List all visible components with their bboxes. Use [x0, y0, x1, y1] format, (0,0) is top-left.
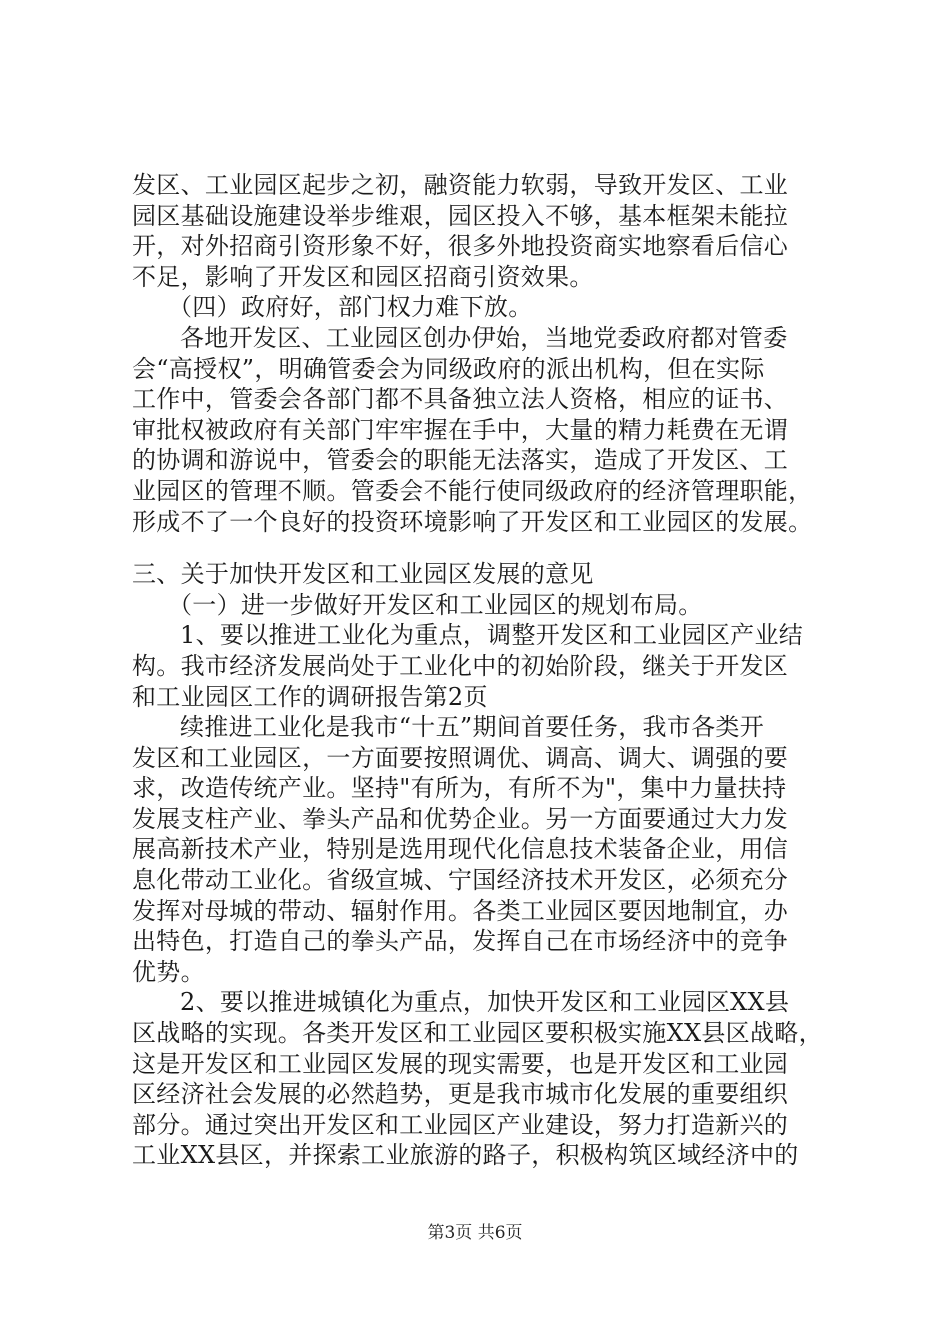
text-line: 展高新技术产业，特别是选用现代化信息技术装备企业，用信 [132, 835, 789, 864]
text-line: 工业XX县区，并探索工业旅游的路子，积极构筑区域经济中的 [132, 1141, 799, 1170]
text-line: 息化带动工业化。省级宣城、宁国经济技术开发区，必须充分 [132, 866, 789, 895]
text-line: 1、要以推进工业化为重点，调整开发区和工业园区产业结 [180, 621, 804, 650]
section-heading: （四）政府好，部门权力难下放。 [168, 293, 533, 322]
text-line: 求，改造传统产业。坚持"有所为，有所不为"，集中力量扶持 [132, 774, 787, 803]
text-line: 2、要以推进城镇化为重点，加快开发区和工业园区XX县 [180, 988, 790, 1017]
text-line: 和工业园区工作的调研报告第2页 [132, 682, 488, 711]
text-line: 园区基础设施建设举步维艰，园区投入不够，基本框架未能拉 [132, 201, 789, 230]
text-line: 各地开发区、工业园区创办伊始，当地党委政府都对管委 [180, 323, 788, 352]
subsection-heading: （一）进一步做好开发区和工业园区的规划布局。 [168, 590, 703, 619]
text-line: 发区、工业园区起步之初，融资能力软弱，导致开发区、工业 [132, 171, 789, 199]
text-line: 发区和工业园区，一方面要按照调优、调高、调大、调强的要 [132, 743, 789, 772]
text-line: 优势。 [132, 957, 205, 986]
text-line: 续推进工业化是我市“十五”期间首要任务，我市各类开 [180, 713, 765, 742]
text-line: 形成不了一个良好的投资环境影响了开发区和工业园区的发展。 [132, 507, 813, 536]
body-text [132, 170, 852, 1171]
text-line: 出特色，打造自己的拳头产品，发挥自己在市场经济中的竞争 [132, 927, 789, 956]
page-number-footer: 第3页 共6页 [427, 1223, 523, 1243]
text-line: 这是开发区和工业园区发展的现实需要，也是开发区和工业园 [132, 1049, 789, 1078]
text-line: 会“高授权”，明确管委会为同级政府的派出机构，但在实际 [132, 354, 765, 383]
text-line: 的协调和游说中，管委会的职能无法落实，造成了开发区、工 [132, 446, 789, 475]
paragraph-gap [132, 537, 852, 559]
text-line: 区战略的实现。各类开发区和工业园区要积极实施XX县区战略， [132, 1019, 823, 1048]
text-line: 业园区的管理不顺。管委会不能行使同级政府的经济管理职能， [132, 476, 813, 505]
text-line: 发挥对母城的带动、辐射作用。各类工业园区要因地制宜，办 [132, 896, 789, 925]
text-line: 部分。通过突出开发区和工业园区产业建设，努力打造新兴的 [132, 1110, 789, 1139]
text-line: 发展支柱产业、拳头产品和优势企业。另一方面要通过大力发 [132, 804, 789, 833]
section-heading: 三、关于加快开发区和工业园区发展的意见 [132, 560, 594, 589]
text-line: 构。我市经济发展尚处于工业化中的初始阶段，继关于开发区 [132, 651, 789, 680]
text-line: 工作中，管委会各部门都不具备独立法人资格，相应的证书、 [132, 385, 789, 414]
text-line: 开，对外招商引资形象不好，很多外地投资商实地察看后信心 [132, 232, 789, 261]
text-line: 不足，影响了开发区和园区招商引资效果。 [132, 262, 594, 291]
text-line: 区经济社会发展的必然趋势，更是我市城市化发展的重要组织 [132, 1080, 789, 1109]
text-line: 审批权被政府有关部门牢牢握在手中，大量的精力耗费在无谓 [132, 415, 789, 444]
